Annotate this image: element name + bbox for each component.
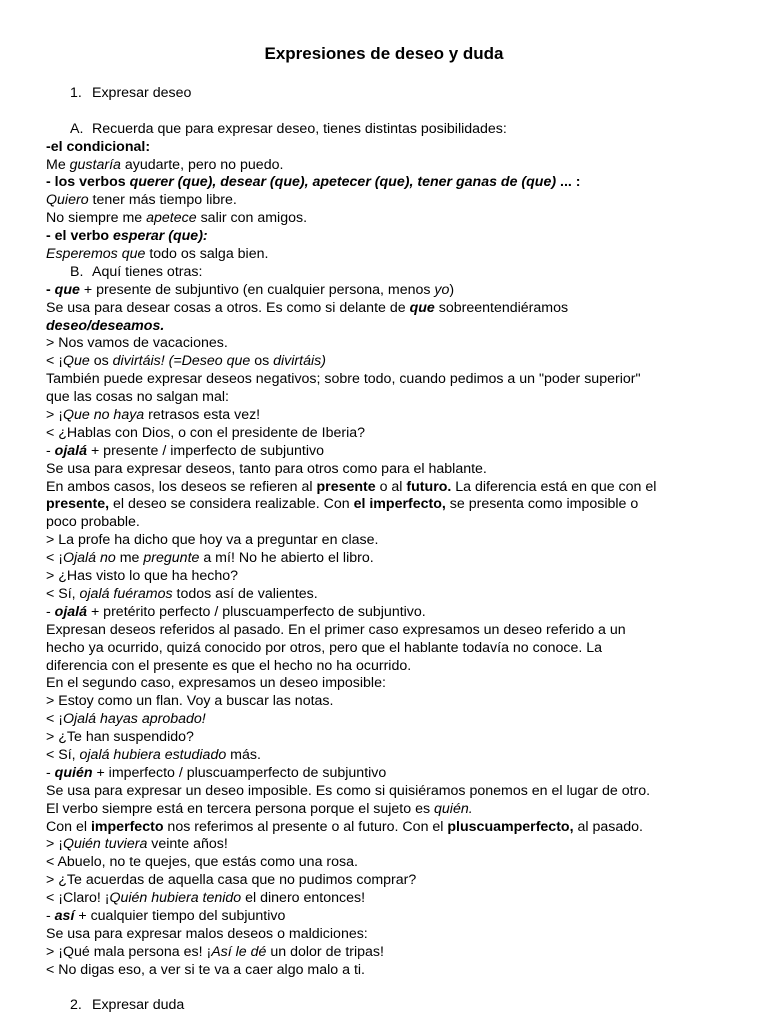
text-segment: retrasos esta vez! bbox=[144, 407, 261, 424]
text-segment: > ¿Has visto lo que ha hecho? bbox=[46, 568, 239, 585]
text-segment: o al bbox=[375, 478, 407, 495]
italic-text: quién. bbox=[434, 800, 473, 817]
text-line bbox=[46, 604, 736, 622]
text-segment: < ¡ bbox=[46, 711, 63, 728]
text-line bbox=[46, 479, 736, 497]
emphasis-text: imperfecto bbox=[90, 818, 164, 835]
text-segment: > Nos vamos de vacaciones. bbox=[46, 335, 228, 352]
emphasis-text: presente, bbox=[46, 496, 110, 513]
text-line bbox=[46, 711, 736, 729]
italic-text: ojalá fuéramos bbox=[79, 585, 173, 602]
emphasis-text: pluscuamperfecto, bbox=[447, 818, 574, 835]
italic-text: Quién tuviera bbox=[62, 836, 148, 853]
text-segment: diferencia con el presente es que el hecho no ha ocurrido. bbox=[46, 657, 412, 674]
italic-text: divirtáis! (=Deseo que bbox=[112, 353, 251, 370]
subsection-label: Recuerda que para expresar deseo, tienes distintas posibilidades: bbox=[92, 120, 507, 137]
emphasis-text: así bbox=[54, 907, 75, 924]
text-segment: - bbox=[46, 603, 55, 620]
text-line bbox=[46, 353, 736, 371]
emphasis-text: ... : bbox=[556, 174, 581, 191]
text-segment: hecho ya ocurrido, quizá conocido por otros, pero que el hablante todavía no conoce. La bbox=[46, 639, 603, 656]
text-line bbox=[46, 443, 736, 461]
italic-text: Así le dé bbox=[211, 943, 267, 960]
text-segment: veinte años! bbox=[147, 836, 228, 853]
text-segment: > ¡ bbox=[46, 407, 63, 424]
text-line bbox=[46, 300, 736, 318]
text-line bbox=[46, 854, 736, 872]
section-label: Expresar duda bbox=[92, 997, 185, 1014]
section-heading bbox=[46, 85, 736, 103]
text-line bbox=[46, 174, 736, 192]
text-line bbox=[46, 658, 736, 676]
text-line bbox=[46, 622, 736, 640]
text-line bbox=[46, 765, 736, 783]
text-segment: salir con amigos. bbox=[196, 210, 308, 227]
text-line bbox=[46, 783, 736, 801]
emphasis-text: deseo/deseamos. bbox=[46, 317, 165, 334]
text-line bbox=[46, 908, 736, 926]
text-segment: tener más tiempo libre. bbox=[88, 192, 237, 209]
text-line bbox=[46, 747, 736, 765]
text-segment: En el segundo caso, expresamos un deseo imposible: bbox=[46, 675, 386, 692]
text-segment: ayudarte, pero no puedo. bbox=[120, 156, 284, 173]
text-segment: + presente de subjuntivo (en cualquier persona, menos bbox=[79, 281, 435, 298]
text-segment: La diferencia está en que con el bbox=[451, 478, 657, 495]
text-segment: poco probable. bbox=[46, 514, 140, 531]
text-segment: + presente / imperfecto de subjuntivo bbox=[87, 442, 325, 459]
text-segment: < Sí, bbox=[46, 746, 80, 763]
italic-text: gustaría bbox=[69, 156, 121, 173]
italic-text: Ojalá no bbox=[62, 550, 116, 567]
text-line bbox=[46, 139, 736, 157]
text-segment: También puede expresar deseos negativos; sobre todo, cuando pedimos a un "poder superior" bbox=[46, 371, 641, 388]
text-segment: Se usa para desear cosas a otros. Es como si delante de bbox=[46, 299, 410, 316]
text-line bbox=[46, 640, 736, 658]
section-label: Expresar deseo bbox=[92, 85, 192, 101]
text-line bbox=[46, 675, 736, 693]
text-line bbox=[46, 550, 736, 568]
subsection-letter: B. bbox=[70, 263, 84, 280]
text-line bbox=[46, 836, 736, 854]
text-segment: < Sí, bbox=[46, 585, 80, 602]
text-line bbox=[46, 819, 736, 837]
text-line bbox=[46, 944, 736, 962]
text-segment: al pasado. bbox=[573, 818, 643, 835]
text-segment: > ¡Qué mala persona es! ¡ bbox=[46, 943, 212, 960]
subsection-heading bbox=[46, 121, 736, 139]
text-segment: < ¡ bbox=[46, 353, 63, 370]
text-line bbox=[46, 157, 736, 175]
italic-text: Quiero bbox=[46, 192, 89, 209]
text-segment: más. bbox=[226, 746, 261, 763]
emphasis-text: el imperfecto, bbox=[353, 496, 446, 513]
text-segment: Me bbox=[46, 156, 70, 173]
italic-text: Ojalá hayas aprobado! bbox=[62, 711, 206, 728]
text-segment: - bbox=[46, 442, 55, 459]
emphasis-text: - los verbos bbox=[46, 174, 130, 191]
emphasis-text: -el condicional: bbox=[46, 138, 151, 155]
text-line bbox=[46, 192, 736, 210]
text-line bbox=[46, 210, 736, 228]
text-segment: > La profe ha dicho que hoy va a preguntar en clase. bbox=[46, 532, 379, 549]
text-line bbox=[46, 693, 736, 711]
text-line bbox=[46, 228, 736, 246]
text-segment: Con el bbox=[46, 818, 91, 835]
text-segment: nos referimos al presente o al futuro. Con el bbox=[163, 818, 448, 835]
section-heading bbox=[46, 997, 736, 1015]
subsection-label: Aquí tienes otras: bbox=[92, 263, 203, 280]
text-line bbox=[46, 568, 736, 586]
text-segment: Expresan deseos referidos al pasado. En el primer caso expresamos un deseo referido a un bbox=[46, 621, 626, 638]
text-segment: Se usa para expresar deseos, tanto para otros como para el hablante. bbox=[46, 460, 487, 477]
text-segment: En ambos casos, los deseos se refieren al bbox=[46, 478, 317, 495]
text-line bbox=[46, 729, 736, 747]
text-segment: No siempre me bbox=[46, 210, 147, 227]
text-line bbox=[46, 890, 736, 908]
text-segment: a mí! No he abierto el libro. bbox=[199, 550, 374, 567]
text-segment: < ¡Claro! ¡ bbox=[46, 890, 110, 907]
text-segment: < ¿Hablas con Dios, o con el presidente de Iberia? bbox=[46, 424, 366, 441]
text-segment: Se usa para expresar un deseo imposible. Es como si quisiéramos ponemos en el lugar de otro. bbox=[46, 782, 651, 799]
text-line bbox=[46, 514, 736, 532]
text-segment: sobreentendiéramos bbox=[434, 299, 569, 316]
text-segment: que las cosas no salgan mal: bbox=[46, 389, 229, 406]
italic-text: divirtáis) bbox=[273, 353, 326, 370]
emphasis-text: ojalá bbox=[54, 603, 88, 620]
text-segment: se presenta como imposible o bbox=[445, 496, 639, 513]
document-title: Expresiones de deseo y duda bbox=[264, 44, 504, 63]
text-segment: todos así de valientes. bbox=[172, 585, 318, 602]
italic-text: Que bbox=[62, 353, 90, 370]
emphasis-text: ojalá bbox=[54, 442, 88, 459]
text-segment: todo os salga bien. bbox=[145, 246, 269, 263]
text-line bbox=[46, 371, 736, 389]
emphasis-text: que bbox=[54, 281, 80, 298]
text-segment: > ¿Te acuerdas de aquella casa que no pudimos comprar? bbox=[46, 872, 417, 889]
text-segment: > Estoy como un flan. Voy a buscar las notas. bbox=[46, 693, 334, 710]
text-line bbox=[46, 586, 736, 604]
text-segment: > ¿Te han suspendido? bbox=[46, 729, 194, 746]
text-line bbox=[46, 962, 736, 980]
section-number: 1. bbox=[70, 85, 82, 101]
text-line bbox=[46, 425, 736, 443]
emphasis-text: futuro. bbox=[406, 478, 452, 495]
text-segment: + pretérito perfecto / pluscuamperfecto de subjuntivo. bbox=[87, 603, 426, 620]
text-segment: os bbox=[89, 353, 113, 370]
text-line bbox=[46, 246, 736, 264]
emphasis-text: que bbox=[409, 299, 435, 316]
emphasis-text: presente bbox=[316, 478, 376, 495]
text-segment: Se usa para expresar malos deseos o maldiciones: bbox=[46, 925, 368, 942]
text-segment: < No digas eso, a ver si te va a caer algo malo a ti. bbox=[46, 961, 365, 978]
text-segment: os bbox=[250, 353, 274, 370]
italic-text: Que no haya bbox=[62, 407, 145, 424]
text-segment: < Abuelo, no te quejes, que estás como una rosa. bbox=[46, 854, 358, 871]
text-line bbox=[46, 532, 736, 550]
text-segment: un dolor de tripas! bbox=[266, 943, 384, 960]
text-segment: + imperfecto / pluscuamperfecto de subjuntivo bbox=[92, 764, 387, 781]
text-line bbox=[46, 801, 736, 819]
text-segment: me bbox=[115, 550, 144, 567]
text-segment: - bbox=[46, 907, 55, 924]
section-number: 2. bbox=[70, 997, 82, 1014]
text-line bbox=[46, 926, 736, 944]
emphasis-text: quién bbox=[54, 764, 93, 781]
text-segment: El verbo siempre está en tercera persona porque el sujeto es bbox=[46, 800, 435, 817]
italic-text: Esperemos que bbox=[46, 246, 146, 263]
emphasis-text: querer (que), desear (que), apetecer (que), tener ganas de (que) bbox=[129, 174, 557, 191]
text-segment: ) bbox=[449, 281, 455, 298]
text-segment: + cualquier tiempo del subjuntivo bbox=[74, 907, 286, 924]
italic-text: apetece bbox=[146, 210, 197, 227]
emphasis-text: esperar (que): bbox=[113, 228, 208, 245]
blank-line bbox=[46, 980, 736, 998]
text-line bbox=[46, 461, 736, 479]
text-line bbox=[46, 389, 736, 407]
text-segment: < ¡ bbox=[46, 550, 63, 567]
text-line bbox=[46, 872, 736, 890]
text-segment: > ¡ bbox=[46, 836, 63, 853]
text-line bbox=[46, 282, 736, 300]
text-line bbox=[46, 318, 736, 336]
subsection-heading bbox=[46, 264, 736, 282]
text-line bbox=[46, 496, 736, 514]
blank-line bbox=[46, 103, 736, 121]
text-line bbox=[46, 335, 736, 353]
italic-text: yo bbox=[434, 281, 450, 298]
text-segment: el deseo se considera realizable. Con bbox=[109, 496, 354, 513]
italic-text: Quién hubiera tenido bbox=[109, 890, 242, 907]
text-segment: - bbox=[46, 764, 55, 781]
text-segment: el dinero entonces! bbox=[241, 890, 366, 907]
emphasis-text: - bbox=[46, 281, 55, 298]
italic-text: ojalá hubiera estudiado bbox=[79, 746, 227, 763]
subsection-letter: A. bbox=[70, 120, 84, 137]
text-line bbox=[46, 407, 736, 425]
italic-text: pregunte bbox=[143, 550, 200, 567]
document-body bbox=[46, 85, 736, 1015]
emphasis-text: - el verbo bbox=[46, 228, 114, 245]
